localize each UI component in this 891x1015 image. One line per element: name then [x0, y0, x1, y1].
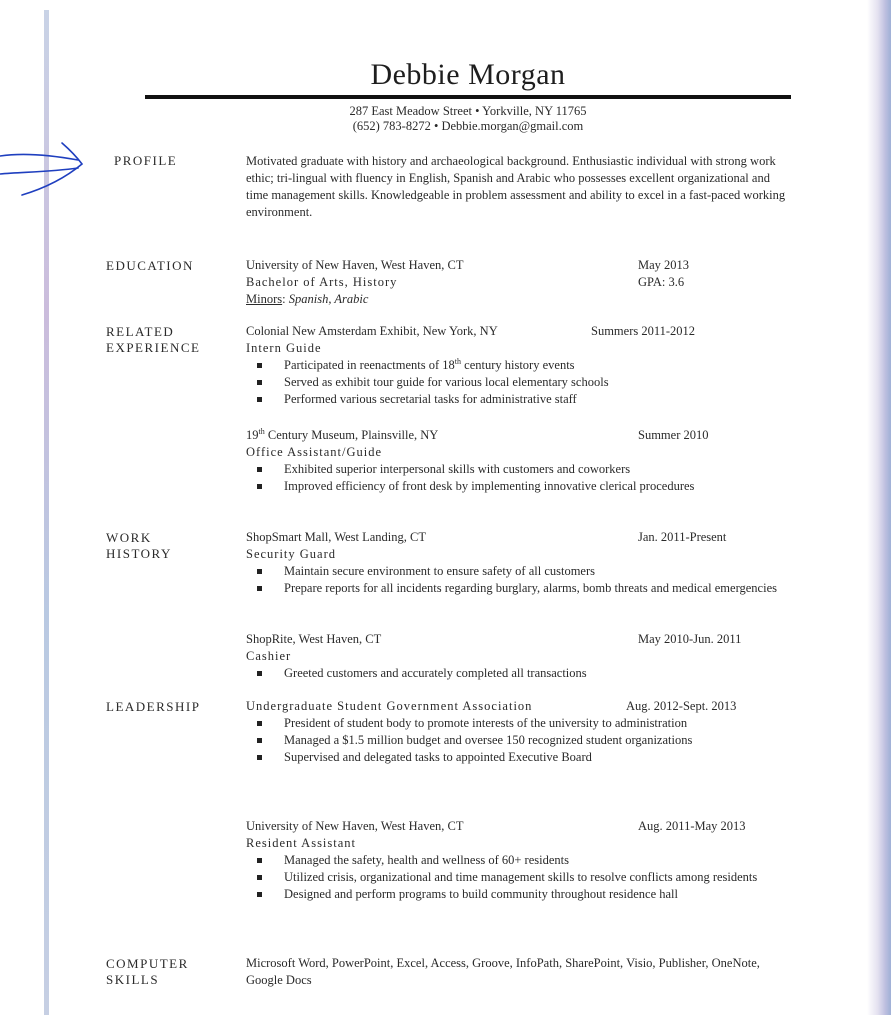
bullet-text: Participated in reenactments of 18: [284, 358, 455, 372]
section-label-related-line2: EXPERIENCE: [106, 340, 201, 355]
related-job-1-date: Summers 2011-2012: [591, 324, 696, 338]
related-job-2-date: Summer 2010: [638, 428, 709, 442]
computer-skills-text: Microsoft Word, PowerPoint, Excel, Access, Groove, InfoPath, SharePoint, Visio, Publisher, OneNote, Google Docs: [246, 956, 760, 987]
related-job-1-bullets: [246, 357, 791, 408]
resume-name: Debbie Morgan: [370, 58, 566, 91]
leadership-role-1-org: Undergraduate Student Government Association: [246, 699, 533, 713]
bullet-text-end: century history events: [461, 358, 575, 372]
bullet-text: Served as exhibit tour guide for various local elementary schools: [284, 375, 609, 389]
leadership-role-2-date: Aug. 2011-May 2013: [638, 819, 746, 833]
leadership-role-2-title: Resident Assistant: [246, 836, 357, 850]
page-right-shadow: [867, 0, 891, 1015]
list-item: Exhibited superior interpersonal skills with customers and coworkers: [284, 461, 791, 478]
related-job-2-org-superscript: th: [258, 426, 265, 436]
leadership-role-2: [246, 818, 791, 903]
section-label-computer-line2: SKILLS: [106, 972, 160, 987]
section-label-education: EDUCATION: [106, 258, 194, 273]
work-job-2-bullets: [246, 665, 791, 682]
related-job-2: [246, 427, 791, 495]
list-item: [284, 357, 791, 374]
education-degree: Bachelor of Arts, History: [246, 275, 398, 289]
related-job-2-org-number: 19: [246, 428, 259, 442]
section-label-computer-skills: [106, 956, 189, 988]
leadership-role-1-date: Aug. 2012-Sept. 2013: [626, 699, 737, 713]
section-label-related-experience: [106, 324, 200, 356]
profile-text: Motivated graduate with history and archaeological background. Enthusiastic individual with strong work ethic; tri-lingual with fluency in English, Spanish and Arabic who possesses excellent organizational and time management skills. Knowledgeable in problem assessment and ability to excel in a fast-paced working environment.: [246, 154, 786, 219]
leadership-role-1-bullets: [246, 715, 791, 766]
work-job-1-date: Jan. 2011-Present: [638, 530, 727, 544]
section-label-profile: PROFILE: [114, 153, 178, 168]
list-item: Improved efficiency of front desk by implementing innovative clerical procedures: [284, 478, 791, 495]
work-job-2: [246, 631, 791, 682]
related-job-2-bullets: [246, 461, 791, 495]
work-job-2-title: Cashier: [246, 649, 292, 663]
related-job-2-org-name: Century Museum, Plainsville, NY: [264, 428, 439, 442]
bullet-text: Performed various secretarial tasks for administrative staff: [284, 392, 577, 406]
section-label-work-line1: WORK: [106, 530, 152, 545]
education-entry: [246, 257, 791, 308]
education-minors-separator: :: [282, 292, 289, 306]
related-job-2-org: [246, 428, 438, 442]
education-minors-label: Minors: [246, 292, 283, 306]
work-job-1-bullets: [246, 563, 791, 597]
address-line: 287 East Meadow Street • Yorkville, NY 11765: [349, 104, 587, 118]
list-item: Utilized crisis, organizational and time management skills to resolve conflicts among residents: [284, 869, 791, 886]
work-job-1-org: ShopSmart Mall, West Landing, CT: [246, 530, 427, 544]
list-item: President of student body to promote interests of the university to administration: [284, 715, 791, 732]
education-date: May 2013: [638, 258, 690, 272]
list-item: Supervised and delegated tasks to appointed Executive Board: [284, 749, 791, 766]
header-rule: [145, 95, 791, 99]
leadership-role-1: [246, 698, 791, 766]
list-item: Managed the safety, health and wellness of 60+ residents: [284, 852, 791, 869]
list-item: Maintain secure environment to ensure safety of all customers: [284, 563, 791, 580]
section-label-work-history: [106, 530, 172, 562]
list-item: [284, 391, 791, 408]
bullet-superscript: th: [454, 356, 462, 366]
contact-block: [145, 104, 791, 134]
related-job-1: [246, 323, 791, 408]
hand-drawn-arrow-icon: [0, 140, 90, 200]
list-item: [284, 374, 791, 391]
leadership-role-2-org: University of New Haven, West Haven, CT: [246, 819, 464, 833]
education-school: University of New Haven, West Haven, CT: [246, 258, 464, 272]
work-job-2-org: ShopRite, West Haven, CT: [246, 632, 382, 646]
list-item: Designed and perform programs to build community throughout residence hall: [284, 886, 791, 903]
section-label-computer-line1: COMPUTER: [106, 956, 189, 971]
list-item: Prepare reports for all incidents regarding burglary, alarms, bomb threats and medical emergencies: [284, 580, 791, 597]
list-item: Managed a $1.5 million budget and oversee 150 recognized student organizations: [284, 732, 791, 749]
work-job-1: [246, 529, 791, 597]
education-gpa: GPA: 3.6: [638, 275, 685, 289]
section-label-leadership: LEADERSHIP: [106, 699, 201, 714]
section-label-related-line1: RELATED: [106, 324, 175, 339]
related-job-2-title: Office Assistant/Guide: [246, 445, 382, 459]
phone-email-line: (652) 783-8272 • Debbie.morgan@gmail.com: [352, 119, 584, 133]
work-job-1-title: Security Guard: [246, 547, 337, 561]
education-minors: Spanish, Arabic: [288, 292, 369, 306]
list-item: Greeted customers and accurately completed all transactions: [284, 665, 791, 682]
related-job-1-title: Intern Guide: [246, 341, 322, 355]
related-job-1-org: Colonial New Amsterdam Exhibit, New York, NY: [246, 324, 498, 338]
leadership-role-2-bullets: [246, 852, 791, 903]
section-label-work-line2: HISTORY: [106, 546, 172, 561]
work-job-2-date: May 2010-Jun. 2011: [638, 632, 742, 646]
